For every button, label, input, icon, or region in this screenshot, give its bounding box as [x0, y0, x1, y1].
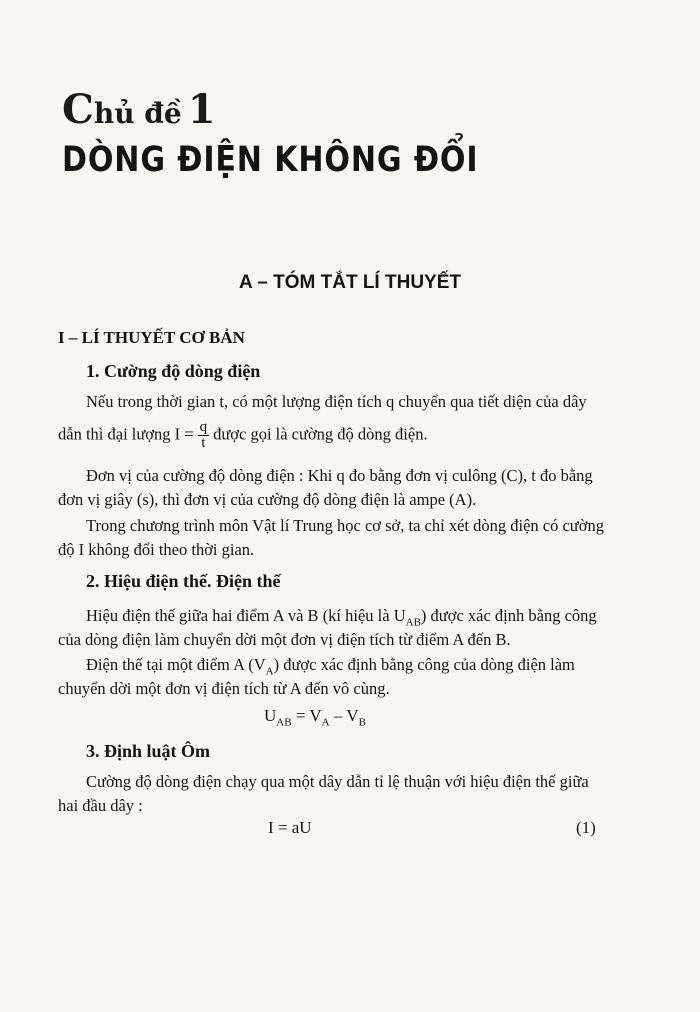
s1-p1-line2 — [58, 420, 428, 451]
equation-ohm: I = aU — [268, 818, 312, 837]
equation-number: (1) — [576, 818, 596, 837]
equation-uab — [264, 706, 366, 728]
fraction-denominator: t — [201, 435, 206, 451]
s3-p1-line1: Cường độ dòng điện chạy qua một dây dẫn tỉ lệ thuận với hiệu điện thế giữa — [86, 772, 589, 791]
s1-p2-line2: đơn vị giây (s), thì đơn vị của cường độ dòng điện là ampe (A). — [58, 490, 477, 509]
eq-vb: – V — [329, 706, 359, 725]
s2-p2-after: ) được xác định bằng công của dòng điện làm — [273, 655, 575, 674]
eq-u: U — [264, 706, 277, 725]
s1-p3-line2: độ I không đổi theo thời gian. — [58, 540, 255, 559]
s2-p1-after: ) được xác định bằng công — [420, 606, 597, 625]
section-i-heading: I – LÍ THUYẾT CƠ BẢN — [58, 328, 245, 347]
s2-p2-line2: chuyển dời một đơn vị điện tích từ A đến vô cùng. — [58, 679, 390, 698]
s1-p2-line1: Đơn vị của cường độ dòng điện : Khi q đo bằng đơn vị culông (C), t đo bằng — [86, 466, 593, 485]
subscript-ab: AB — [405, 616, 421, 629]
chapter-label — [62, 86, 216, 133]
fraction-q-over-t — [198, 420, 210, 451]
heading-3: 3. Định luật Ôm — [86, 741, 211, 761]
heading-1: 1. Cường độ dòng điện — [86, 361, 261, 381]
s1-p1-line2-before: dẫn thì đại lượng I = — [58, 424, 194, 444]
s1-p3-line1: Trong chương trình môn Vật lí Trung học cơ sở, ta chỉ xét dòng điện có cường — [86, 516, 604, 535]
section-a-heading: A – TÓM TẮT LÍ THUYẾT — [238, 272, 461, 293]
eq-vb-sub: B — [358, 716, 366, 729]
s2-p1-before: Hiệu điện thế giữa hai điểm A và B (kí hiệu là U — [86, 606, 406, 625]
chapter-initial: C — [62, 86, 94, 133]
heading-2: 2. Hiệu điện thế. Điện thế — [86, 571, 281, 591]
chapter-title: DÒNG ĐIỆN KHÔNG ĐỔI — [62, 140, 479, 180]
eq-va-sub: A — [321, 716, 330, 729]
s2-p2-before: Điện thế tại một điểm A (V — [86, 655, 266, 674]
s3-p1-line2: hai đầu dây : — [58, 796, 143, 815]
chapter-word: hủ đề — [93, 97, 182, 130]
s2-p1-line2: của dòng điện làm chuyển dời một đơn vị điện tích từ điểm A đến B. — [58, 630, 511, 649]
fraction-numerator: q — [199, 419, 208, 435]
s1-p1-line2-after: được gọi là cường độ dòng điện. — [213, 424, 428, 444]
eq-u-sub: AB — [276, 716, 292, 729]
chapter-number: 1 — [187, 86, 216, 133]
s1-p1-line1: Nếu trong thời gian t, có một lượng điện tích q chuyển qua tiết diện của dây — [86, 392, 587, 411]
eq-va: = V — [291, 706, 322, 725]
subscript-a: A — [265, 665, 274, 678]
